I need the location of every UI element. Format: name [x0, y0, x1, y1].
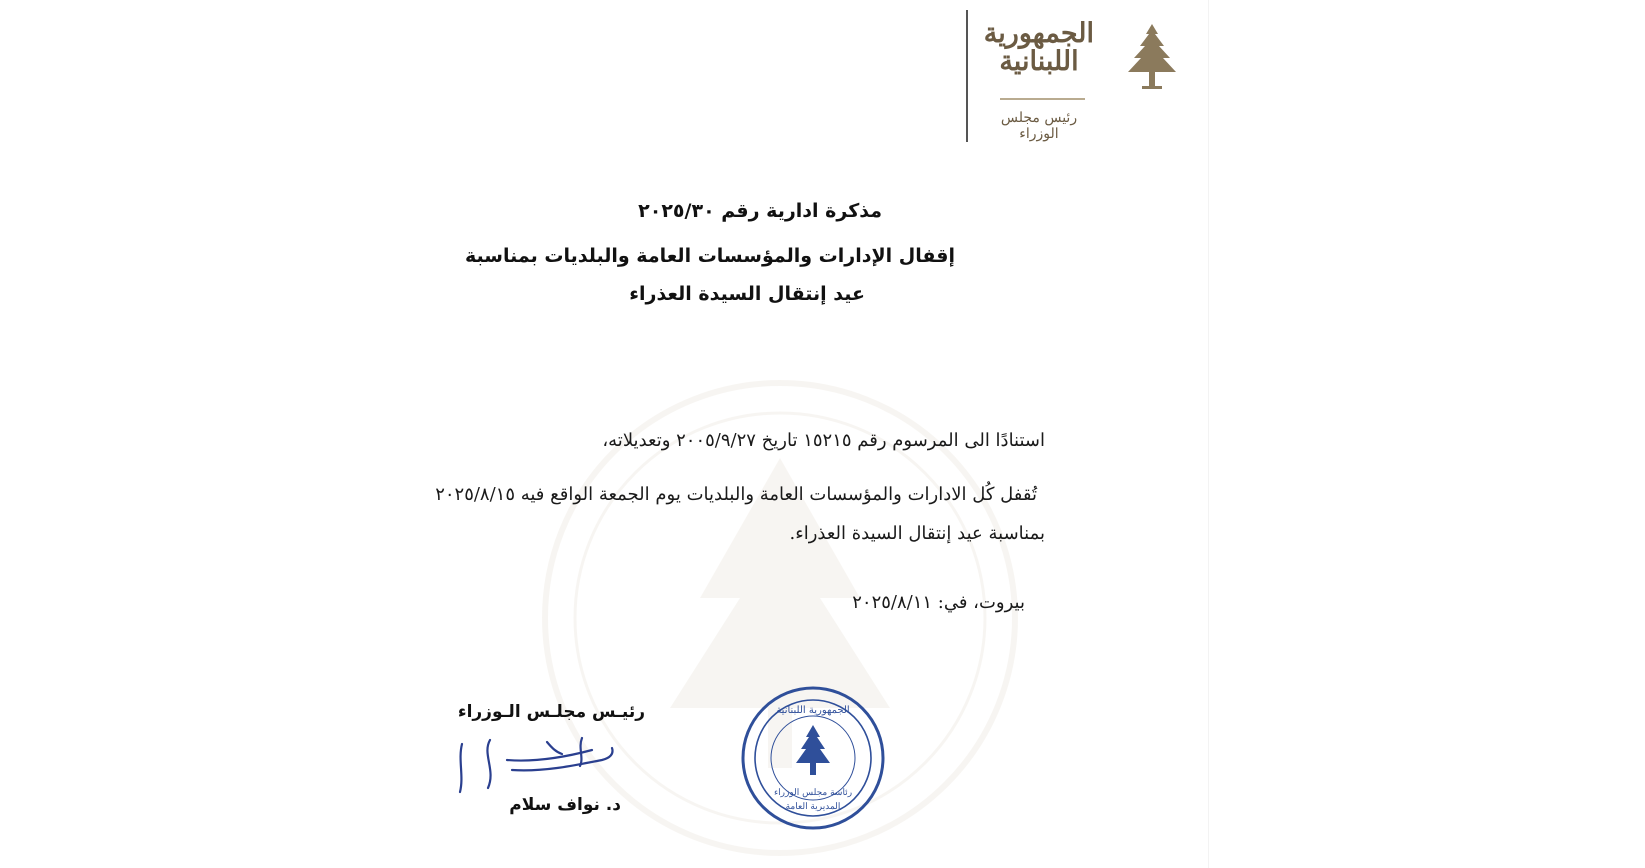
paper-edge — [1208, 0, 1209, 868]
signatory-title: رئيـس مجلـس الـوزراء — [457, 702, 645, 722]
memo-decision-line-1: تُقفل كُل الادارات والمؤسسات العامة والبلديات يوم الجمعة الواقع فيه ٢٠٢٥/٨/١٥ — [435, 484, 1037, 505]
memo-subject-line-1: إقفال الإدارات والمؤسسات العامة والبلديات بمناسبة — [465, 245, 955, 267]
memo-decision-line-2: بمناسبة عيد إنتقال السيدة العذراء. — [789, 523, 1045, 544]
seal-top-text: الجمهورية اللبنانية — [776, 705, 850, 716]
handwritten-signature — [452, 730, 622, 800]
emblem-line-republic: الجمهورية — [983, 18, 1094, 49]
memo-preamble: استنادًا الى المرسوم رقم ١٥٢١٥ تاريخ ٢٠٠٥/٩/٢٧ وتعديلاته، — [602, 430, 1045, 451]
cedar-icon — [1116, 20, 1188, 92]
seal-footer-text: المديرية العامة — [785, 802, 841, 812]
signatory-name: د. نواف سلام — [509, 795, 621, 815]
place-and-date: بيروت، في: ٢٠٢٥/٨/١١ — [852, 592, 1025, 613]
emblem-line-lebanese: اللبنانية — [999, 46, 1079, 78]
republic-emblem-text — [984, 20, 1094, 77]
official-stamp-seal — [738, 683, 888, 833]
header-divider — [966, 10, 968, 142]
emblem-rule — [1000, 98, 1085, 100]
memo-number: مذكرة ادارية رقم ٢٠٢٥/٣٠ — [638, 200, 882, 222]
seal-bottom-text: رئاسة مجلس الوزراء — [773, 788, 853, 798]
office-title: رئيس مجلس الوزراء — [1000, 110, 1078, 142]
memo-subject-line-2: عيد إنتقال السيدة العذراء — [629, 283, 865, 305]
